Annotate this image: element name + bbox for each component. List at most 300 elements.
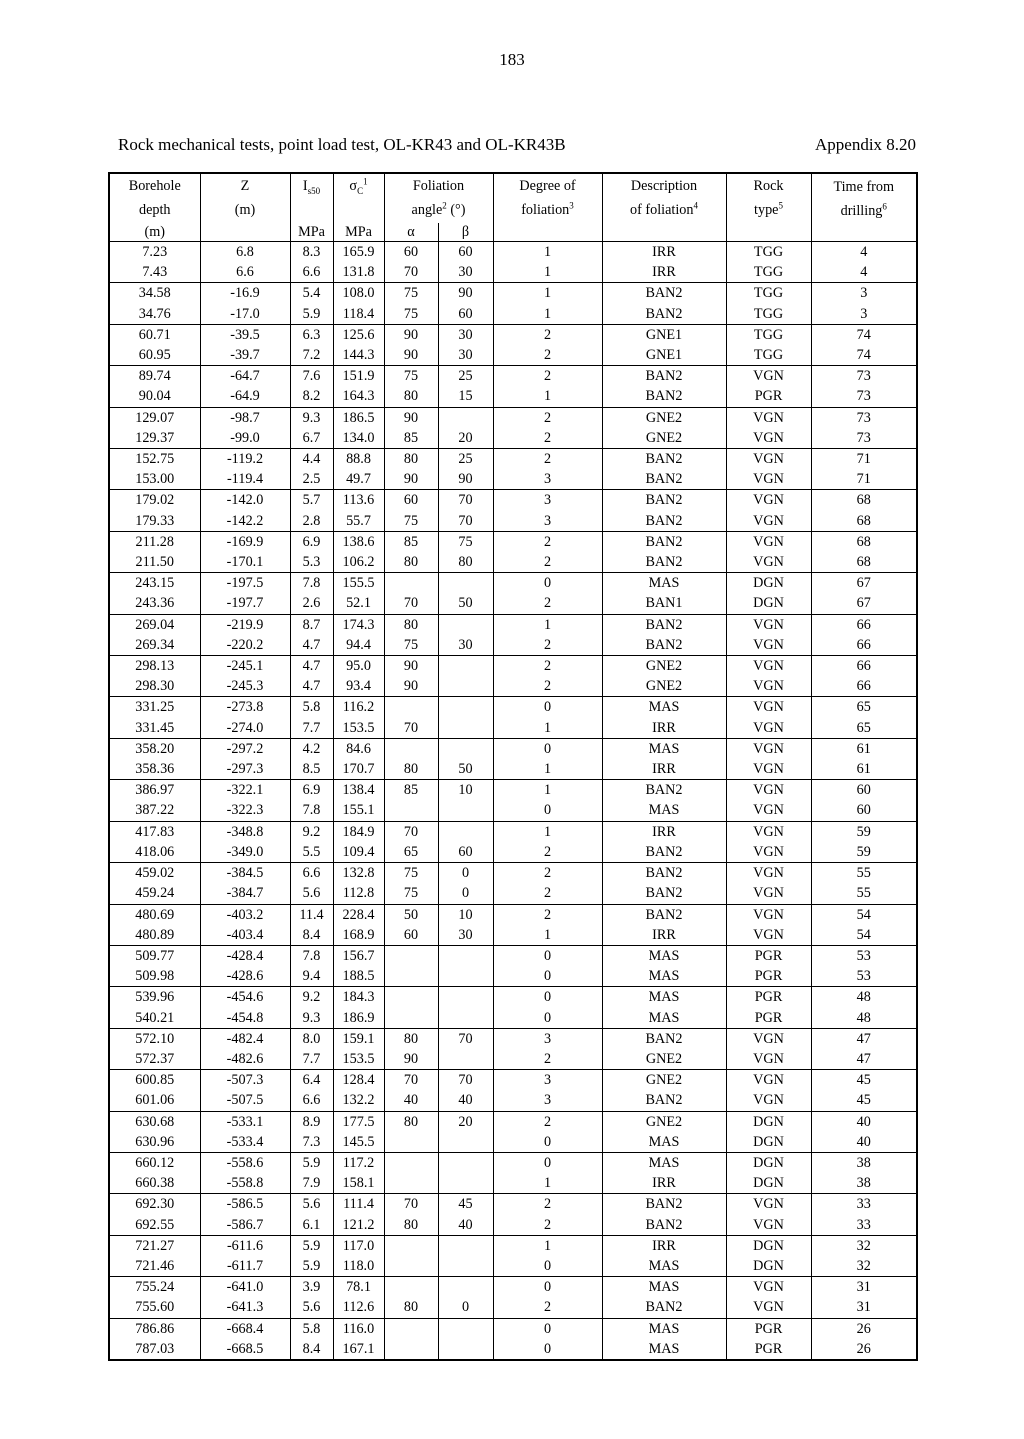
header-foliation: Foliation xyxy=(384,173,493,198)
cell-is50: 6.3 xyxy=(290,324,333,345)
cell-is50: 5.5 xyxy=(290,842,333,863)
cell-rock-type: VGN xyxy=(726,697,811,718)
cell-z: -454.8 xyxy=(200,1008,290,1029)
cell-description: MAS xyxy=(602,1152,726,1173)
cell-rock-type: TGG xyxy=(726,324,811,345)
cell-degree: 3 xyxy=(493,511,602,532)
cell-z: -349.0 xyxy=(200,842,290,863)
cell-sigma-c: 93.4 xyxy=(333,676,384,697)
cell-sigma-c: 151.9 xyxy=(333,366,384,387)
cell-description: IRR xyxy=(602,759,726,780)
cell-z: -119.2 xyxy=(200,449,290,470)
cell-depth: 129.37 xyxy=(109,428,200,449)
header-z: Z xyxy=(200,173,290,198)
cell-degree: 0 xyxy=(493,1339,602,1360)
cell-degree: 2 xyxy=(493,428,602,449)
cell-is50: 7.2 xyxy=(290,345,333,366)
cell-time: 47 xyxy=(811,1049,917,1070)
cell-sigma-c: 165.9 xyxy=(333,242,384,263)
cell-alpha xyxy=(384,800,438,821)
cell-description: BAN2 xyxy=(602,842,726,863)
cell-rock-type: VGN xyxy=(726,449,811,470)
cell-description: MAS xyxy=(602,1008,726,1029)
cell-alpha: 70 xyxy=(384,593,438,614)
cell-degree: 2 xyxy=(493,1049,602,1070)
cell-rock-type: VGN xyxy=(726,1070,811,1091)
cell-alpha xyxy=(384,1008,438,1029)
cell-sigma-c: 116.0 xyxy=(333,1318,384,1339)
cell-alpha: 80 xyxy=(384,1215,438,1236)
cell-degree: 0 xyxy=(493,738,602,759)
cell-is50: 8.2 xyxy=(290,386,333,407)
cell-beta xyxy=(438,1235,493,1256)
cell-description: MAS xyxy=(602,987,726,1008)
cell-z: -668.4 xyxy=(200,1318,290,1339)
cell-depth: 572.10 xyxy=(135,1030,175,1047)
cell-z: -611.6 xyxy=(200,1235,290,1256)
cell-is50: 5.3 xyxy=(290,552,333,573)
cell-sigma-c: 118.4 xyxy=(333,304,384,325)
cell-degree: 2 xyxy=(493,552,602,573)
cell-degree: 1 xyxy=(493,925,602,946)
table-row xyxy=(109,449,917,470)
table-row xyxy=(109,324,917,345)
cell-time: 33 xyxy=(811,1194,917,1215)
cell-depth: 7.43 xyxy=(109,262,200,283)
table-row xyxy=(109,697,917,718)
cell-time: 65 xyxy=(811,697,917,718)
cell-beta xyxy=(438,718,493,739)
cell-sigma-c: 117.2 xyxy=(333,1152,384,1173)
cell-depth: 601.06 xyxy=(109,1090,200,1111)
cell-degree: 2 xyxy=(493,366,602,387)
cell-is50: 7.7 xyxy=(290,1049,333,1070)
header-is50-unit: MPa xyxy=(290,223,333,242)
cell-description: MAS xyxy=(602,1256,726,1277)
cell-description: MAS xyxy=(602,573,726,594)
table-body xyxy=(109,242,917,1360)
cell-degree: 2 xyxy=(493,1215,602,1236)
table-row xyxy=(109,676,917,697)
cell-description: IRR xyxy=(602,262,726,283)
cell-rock-type: VGN xyxy=(726,656,811,677)
cell-alpha: 60 xyxy=(384,490,438,511)
cell-time: 68 xyxy=(811,552,917,573)
cell-alpha: 70 xyxy=(384,821,438,842)
cell-is50: 8.0 xyxy=(290,1028,333,1049)
cell-degree: 0 xyxy=(493,966,602,987)
cell-degree: 0 xyxy=(493,945,602,966)
cell-alpha: 80 xyxy=(384,386,438,407)
cell-is50: 6.1 xyxy=(290,1215,333,1236)
cell-z: -586.5 xyxy=(200,1194,290,1215)
cell-degree: 1 xyxy=(493,242,602,263)
cell-time: 71 xyxy=(811,449,917,470)
cell-depth: 755.60 xyxy=(109,1297,200,1318)
cell-rock-type: DGN xyxy=(726,593,811,614)
cell-time: 33 xyxy=(811,1215,917,1236)
table-row xyxy=(109,304,917,325)
cell-time: 66 xyxy=(811,676,917,697)
cell-depth: 211.28 xyxy=(135,533,174,550)
cell-is50: 7.6 xyxy=(290,366,333,387)
cell-depth: 721.46 xyxy=(109,1256,200,1277)
cell-description: IRR xyxy=(602,1235,726,1256)
cell-alpha xyxy=(384,1277,438,1298)
cell-alpha: 60 xyxy=(384,925,438,946)
cell-z: -558.6 xyxy=(200,1152,290,1173)
cell-time: 3 xyxy=(811,283,917,304)
table-row xyxy=(109,656,917,677)
cell-degree: 2 xyxy=(493,324,602,345)
cell-depth: 179.02 xyxy=(135,492,175,509)
cell-rock-type: VGN xyxy=(726,883,811,904)
cell-alpha xyxy=(384,738,438,759)
cell-z: -641.0 xyxy=(200,1277,290,1298)
cell-description: GNE1 xyxy=(602,324,726,345)
cell-is50: 5.9 xyxy=(290,1152,333,1173)
cell-beta xyxy=(438,676,493,697)
cell-alpha: 80 xyxy=(384,1111,438,1132)
cell-beta: 10 xyxy=(438,780,493,801)
cell-is50: 2.6 xyxy=(290,593,333,614)
header-beta: β xyxy=(438,223,493,242)
cell-description: MAS xyxy=(602,1318,726,1339)
cell-sigma-c: 153.5 xyxy=(333,1049,384,1070)
cell-is50: 8.4 xyxy=(290,925,333,946)
cell-description: BAN2 xyxy=(602,449,726,470)
cell-z: -428.4 xyxy=(200,945,290,966)
cell-description: BAN2 xyxy=(602,469,726,490)
cell-is50: 3.9 xyxy=(290,1277,333,1298)
cell-time: 31 xyxy=(811,1277,917,1298)
cell-depth: 418.06 xyxy=(109,842,200,863)
cell-beta: 90 xyxy=(438,283,493,304)
cell-description: BAN2 xyxy=(602,511,726,532)
cell-depth: 90.04 xyxy=(109,386,200,407)
cell-beta: 30 xyxy=(438,635,493,656)
cell-z: -170.1 xyxy=(200,552,290,573)
cell-time: 55 xyxy=(811,863,917,884)
cell-beta: 80 xyxy=(438,552,493,573)
cell-rock-type: TGG xyxy=(726,304,811,325)
cell-depth: 60.95 xyxy=(109,345,200,366)
cell-is50: 9.2 xyxy=(290,987,333,1008)
cell-sigma-c: 109.4 xyxy=(333,842,384,863)
table-row xyxy=(109,718,917,739)
cell-degree: 3 xyxy=(493,490,602,511)
cell-time: 61 xyxy=(811,759,917,780)
cell-description: BAN2 xyxy=(602,863,726,884)
header-type: type$^5$ xyxy=(726,198,811,223)
cell-beta xyxy=(438,738,493,759)
cell-depth: 34.58 xyxy=(138,285,171,302)
cell-sigma-c: 168.9 xyxy=(333,925,384,946)
table-row xyxy=(109,1028,917,1049)
cell-is50: 8.9 xyxy=(290,1111,333,1132)
cell-description: MAS xyxy=(602,1277,726,1298)
cell-is50: 4.7 xyxy=(290,676,333,697)
cell-description: GNE2 xyxy=(602,656,726,677)
table-row xyxy=(109,614,917,635)
cell-z: -454.6 xyxy=(200,987,290,1008)
header-of-foliation: of foliation$^4$ xyxy=(602,198,726,223)
cell-depth: 269.04 xyxy=(135,616,175,633)
table-row xyxy=(109,552,917,573)
cell-rock-type: DGN xyxy=(726,1152,811,1173)
cell-rock-type: VGN xyxy=(726,428,811,449)
cell-time: 74 xyxy=(811,345,917,366)
cell-alpha: 75 xyxy=(384,635,438,656)
cell-rock-type: DGN xyxy=(726,1256,811,1277)
cell-rock-type: VGN xyxy=(726,718,811,739)
header-is50: $I_{s50}$ xyxy=(290,173,333,198)
table-row xyxy=(109,1277,917,1298)
cell-rock-type: VGN xyxy=(726,904,811,925)
cell-alpha xyxy=(384,1132,438,1153)
cell-time: 26 xyxy=(811,1339,917,1360)
table-row xyxy=(109,1173,917,1194)
cell-z: -245.1 xyxy=(200,656,290,677)
cell-sigma-c: 177.5 xyxy=(333,1111,384,1132)
cell-depth: 152.75 xyxy=(135,451,175,468)
cell-z: -142.2 xyxy=(200,511,290,532)
cell-z: -197.5 xyxy=(200,573,290,594)
cell-time: 53 xyxy=(811,966,917,987)
cell-degree: 2 xyxy=(493,904,602,925)
cell-rock-type: VGN xyxy=(726,842,811,863)
cell-depth: 331.25 xyxy=(135,699,175,716)
header-alpha: α xyxy=(384,223,438,242)
cell-beta xyxy=(438,697,493,718)
cell-depth: 509.77 xyxy=(135,947,175,964)
cell-alpha: 90 xyxy=(384,656,438,677)
cell-beta xyxy=(438,1152,493,1173)
cell-time: 47 xyxy=(811,1028,917,1049)
cell-degree: 0 xyxy=(493,800,602,821)
cell-sigma-c: 95.0 xyxy=(333,656,384,677)
cell-degree: 1 xyxy=(493,1173,602,1194)
cell-alpha: 80 xyxy=(384,1028,438,1049)
cell-description: GNE2 xyxy=(602,1111,726,1132)
cell-beta: 0 xyxy=(438,1297,493,1318)
cell-beta: 25 xyxy=(438,449,493,470)
cell-rock-type: VGN xyxy=(726,366,811,387)
cell-time: 66 xyxy=(811,635,917,656)
cell-sigma-c: 164.3 xyxy=(333,386,384,407)
cell-degree: 0 xyxy=(493,1256,602,1277)
cell-z: -322.1 xyxy=(200,780,290,801)
cell-alpha: 75 xyxy=(384,883,438,904)
cell-is50: 11.4 xyxy=(290,904,333,925)
table-row xyxy=(109,966,917,987)
table-row xyxy=(109,262,917,283)
table-row xyxy=(109,821,917,842)
table-row xyxy=(109,863,917,884)
cell-beta xyxy=(438,1339,493,1360)
cell-z: -197.7 xyxy=(200,593,290,614)
cell-rock-type: PGR xyxy=(726,386,811,407)
cell-alpha: 40 xyxy=(384,1090,438,1111)
cell-z: -403.2 xyxy=(200,904,290,925)
cell-sigma-c: 131.8 xyxy=(333,262,384,283)
cell-alpha: 85 xyxy=(384,531,438,552)
cell-z: -39.5 xyxy=(200,324,290,345)
cell-depth: 153.00 xyxy=(109,469,200,490)
table-row xyxy=(109,386,917,407)
cell-rock-type: VGN xyxy=(726,863,811,884)
cell-is50: 5.8 xyxy=(290,1318,333,1339)
cell-description: MAS xyxy=(602,1339,726,1360)
cell-z: -403.4 xyxy=(200,925,290,946)
cell-sigma-c: 106.2 xyxy=(333,552,384,573)
table-row xyxy=(109,842,917,863)
cell-sigma-c: 186.9 xyxy=(333,1008,384,1029)
cell-description: BAN2 xyxy=(602,386,726,407)
cell-degree: 1 xyxy=(493,614,602,635)
cell-description: MAS xyxy=(602,738,726,759)
cell-depth: 60.71 xyxy=(138,326,171,343)
cell-beta xyxy=(438,966,493,987)
cell-depth: 692.30 xyxy=(135,1196,175,1213)
cell-time: 4 xyxy=(811,242,917,263)
cell-sigma-c: 184.3 xyxy=(333,987,384,1008)
cell-sigma-c: 228.4 xyxy=(333,904,384,925)
cell-time: 73 xyxy=(811,428,917,449)
cell-degree: 1 xyxy=(493,386,602,407)
cell-beta xyxy=(438,614,493,635)
cell-sigma-c: 128.4 xyxy=(333,1070,384,1091)
cell-depth: 89.74 xyxy=(138,368,171,385)
cell-time: 55 xyxy=(811,883,917,904)
cell-description: BAN2 xyxy=(602,614,726,635)
cell-is50: 9.4 xyxy=(290,966,333,987)
cell-sigma-c: 153.5 xyxy=(333,718,384,739)
cell-z: -384.7 xyxy=(200,883,290,904)
cell-is50: 5.9 xyxy=(290,304,333,325)
cell-alpha: 90 xyxy=(384,676,438,697)
cell-beta xyxy=(438,573,493,594)
cell-degree: 3 xyxy=(493,1028,602,1049)
cell-alpha xyxy=(384,697,438,718)
cell-description: BAN2 xyxy=(602,366,726,387)
cell-is50: 7.3 xyxy=(290,1132,333,1153)
cell-beta xyxy=(438,1173,493,1194)
cell-rock-type: VGN xyxy=(726,1194,811,1215)
cell-alpha: 85 xyxy=(384,428,438,449)
cell-time: 45 xyxy=(811,1090,917,1111)
cell-depth: 331.45 xyxy=(109,718,200,739)
cell-is50: 5.4 xyxy=(290,283,333,304)
point-load-test-table xyxy=(108,172,918,1361)
cell-depth: 539.96 xyxy=(135,989,175,1006)
cell-time: 31 xyxy=(811,1297,917,1318)
cell-rock-type: VGN xyxy=(726,614,811,635)
table-row xyxy=(109,511,917,532)
cell-beta xyxy=(438,1256,493,1277)
cell-depth: 298.30 xyxy=(109,676,200,697)
cell-beta: 10 xyxy=(438,904,493,925)
cell-depth: 630.96 xyxy=(109,1132,200,1153)
cell-sigma-c: 174.3 xyxy=(333,614,384,635)
cell-beta: 0 xyxy=(438,883,493,904)
cell-alpha: 65 xyxy=(384,842,438,863)
cell-time: 65 xyxy=(811,718,917,739)
cell-rock-type: DGN xyxy=(726,1132,811,1153)
cell-degree: 1 xyxy=(493,304,602,325)
header-depth: depth xyxy=(138,202,171,218)
cell-z: -17.0 xyxy=(200,304,290,325)
cell-beta xyxy=(438,945,493,966)
cell-rock-type: VGN xyxy=(726,1297,811,1318)
cell-sigma-c: 55.7 xyxy=(333,511,384,532)
table-row xyxy=(109,366,917,387)
cell-z: -482.4 xyxy=(200,1028,290,1049)
cell-alpha: 75 xyxy=(384,304,438,325)
cell-rock-type: TGG xyxy=(726,242,811,263)
cell-sigma-c: 49.7 xyxy=(333,469,384,490)
cell-alpha xyxy=(384,573,438,594)
cell-beta: 30 xyxy=(438,324,493,345)
cell-description: GNE2 xyxy=(602,676,726,697)
cell-sigma-c: 116.2 xyxy=(333,697,384,718)
cell-alpha: 90 xyxy=(384,324,438,345)
cell-description: GNE2 xyxy=(602,407,726,428)
cell-sigma-c: 121.2 xyxy=(333,1215,384,1236)
cell-depth: 786.86 xyxy=(135,1320,175,1337)
cell-alpha: 70 xyxy=(384,1070,438,1091)
cell-description: BAN2 xyxy=(602,283,726,304)
cell-alpha: 75 xyxy=(384,366,438,387)
header-sigma-unit: MPa xyxy=(333,223,384,242)
table-row xyxy=(109,780,917,801)
cell-depth: 480.89 xyxy=(109,925,200,946)
cell-time: 40 xyxy=(811,1132,917,1153)
cell-alpha: 75 xyxy=(384,283,438,304)
cell-sigma-c: 112.8 xyxy=(333,883,384,904)
cell-sigma-c: 145.5 xyxy=(333,1132,384,1153)
cell-description: GNE2 xyxy=(602,428,726,449)
cell-depth: 660.38 xyxy=(109,1173,200,1194)
cell-z: -668.5 xyxy=(200,1339,290,1360)
cell-z: -611.7 xyxy=(200,1256,290,1277)
cell-description: BAN2 xyxy=(602,1297,726,1318)
cell-alpha xyxy=(384,1173,438,1194)
cell-alpha: 90 xyxy=(384,1049,438,1070)
cell-z: -98.7 xyxy=(200,407,290,428)
header-time-from-drilling: Time from drilling$^6$ xyxy=(811,173,917,223)
cell-description: BAN2 xyxy=(602,1215,726,1236)
cell-alpha xyxy=(384,945,438,966)
cell-degree: 0 xyxy=(493,697,602,718)
document-title: Rock mechanical tests, point load test, OL-KR43 and OL-KR43B xyxy=(118,135,566,154)
cell-is50: 9.2 xyxy=(290,821,333,842)
cell-time: 73 xyxy=(811,366,917,387)
table-row xyxy=(109,407,917,428)
cell-beta: 0 xyxy=(438,863,493,884)
cell-alpha: 60 xyxy=(384,242,438,263)
cell-z: -348.8 xyxy=(200,821,290,842)
cell-degree: 2 xyxy=(493,1111,602,1132)
cell-description: IRR xyxy=(602,242,726,263)
cell-alpha xyxy=(384,1256,438,1277)
cell-sigma-c: 167.1 xyxy=(333,1339,384,1360)
cell-z: -219.9 xyxy=(200,614,290,635)
table-row xyxy=(109,1215,917,1236)
cell-beta xyxy=(438,800,493,821)
cell-sigma-c: 156.7 xyxy=(333,945,384,966)
cell-rock-type: VGN xyxy=(726,759,811,780)
